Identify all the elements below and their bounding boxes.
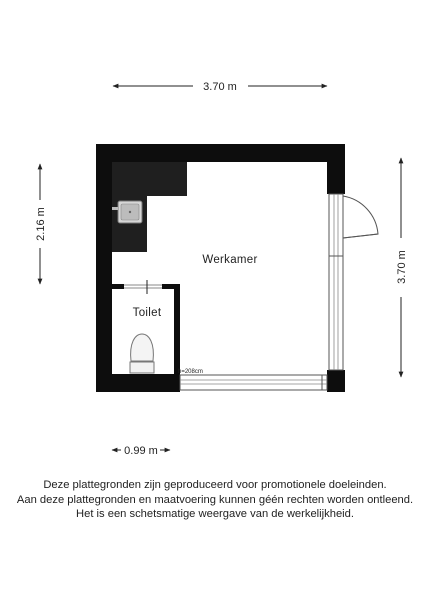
window-height-note: h=208cm — [178, 369, 203, 375]
right-wall-lower — [327, 370, 345, 392]
top-dimension — [113, 81, 327, 93]
kitchen-counter — [112, 162, 187, 252]
disclaimer — [0, 478, 430, 522]
exterior-door — [343, 196, 378, 238]
right-wall-upper — [327, 144, 345, 194]
toilet-icon — [130, 334, 154, 373]
left-dimension — [35, 164, 47, 284]
toilet-partition-top-left — [112, 284, 124, 289]
left-wall — [96, 144, 112, 392]
faucet-icon — [112, 207, 118, 210]
bottom-window — [180, 375, 327, 390]
right-dimension — [396, 158, 408, 377]
toilet-partition — [174, 284, 180, 376]
counter-top — [147, 162, 187, 196]
bottom-dimension — [112, 445, 170, 457]
room-label-werkamer: Werkamer — [202, 254, 258, 266]
disclaimer-line-3: Het is een schetsmatige weergave van de werkelijkheid. — [76, 508, 354, 520]
bottom-wall — [96, 374, 180, 392]
top-dimension-label: 3.70 m — [203, 81, 237, 93]
toilet-partition-top-right — [162, 284, 180, 289]
right-dimension-label: 3.70 m — [396, 250, 408, 284]
bottom-dimension-label: 0.99 m — [124, 445, 158, 457]
room-label-toilet: Toilet — [132, 307, 162, 319]
top-wall — [96, 144, 345, 162]
disclaimer-line-2: Aan deze plattegronden en maatvoering kunnen géén rechten worden ontleend. — [16, 493, 414, 506]
toilet-door — [124, 280, 162, 294]
left-dimension-label: 2.16 m — [35, 207, 47, 241]
right-window — [329, 194, 343, 370]
disclaimer-line-1: Deze plattegronden zijn geproduceerd voor promotionele doeleinden. — [43, 479, 387, 491]
